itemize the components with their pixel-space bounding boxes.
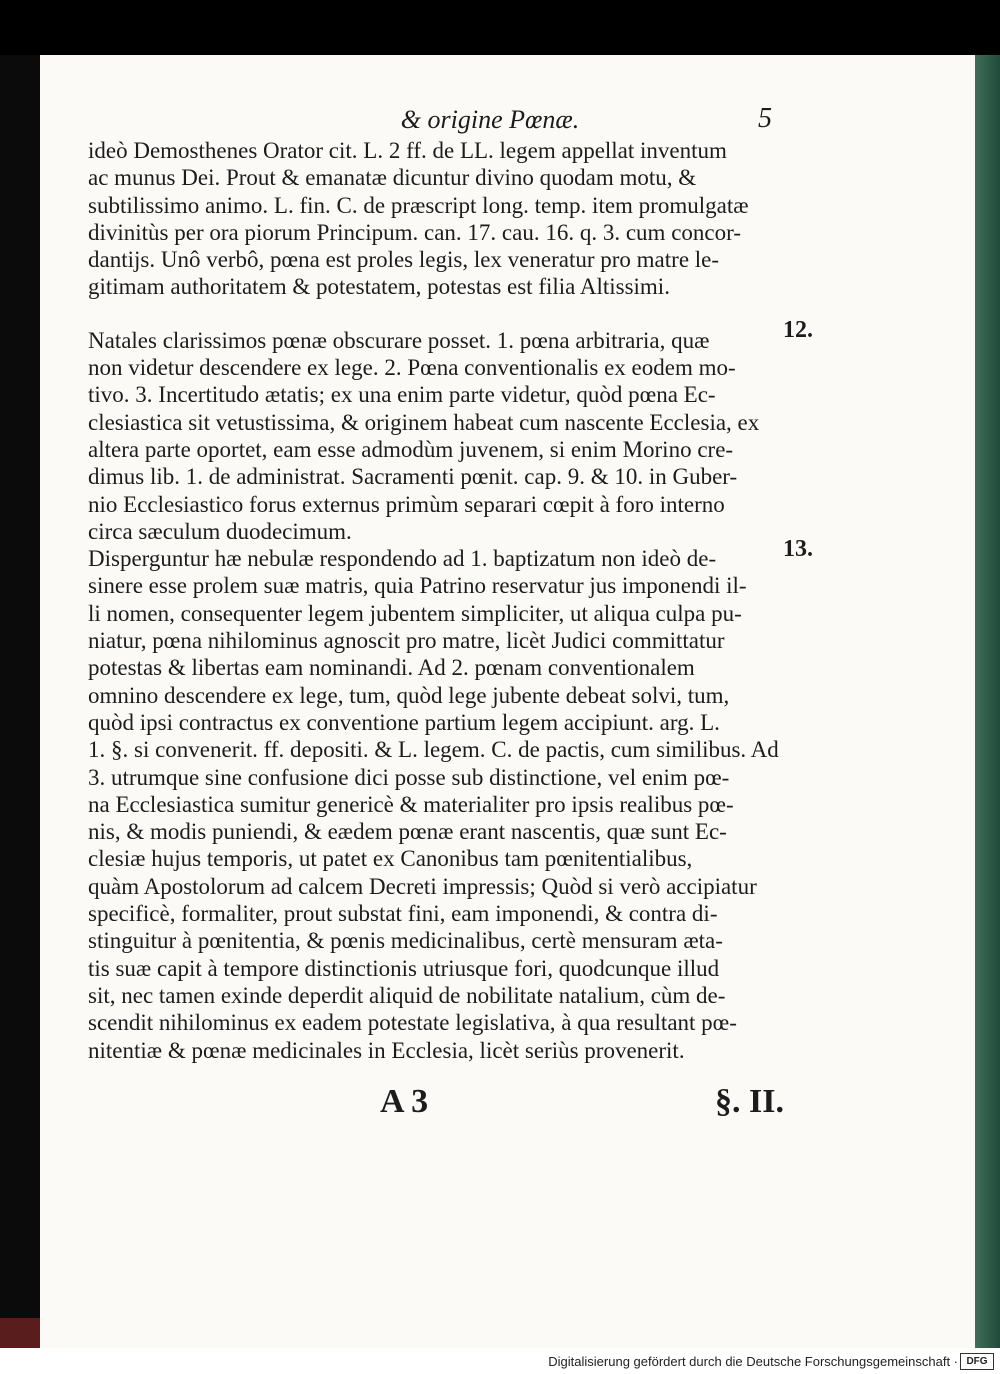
text-line: subtilissimo animo. L. fin. C. de præscript long. temp. item promulgatæ <box>88 192 749 218</box>
text-line: circa sæculum duodecimum. <box>88 518 352 544</box>
footer-credit: Digitalisierung gefördert durch die Deutsche Forschungsgemeinschaft · <box>548 1354 958 1369</box>
text-line: potestas & libertas eam nominandi. Ad 2. pœnam conventionalem <box>88 655 695 681</box>
text-line: quàm Apostolorum ad calcem Decreti impressis; Quòd si verò accipiatur <box>88 873 757 899</box>
catchword: §. II. <box>715 1083 784 1120</box>
text-line: specificè, formaliter, prout substat fini, eam imponendi, & contra di- <box>88 901 718 927</box>
page-edge <box>975 55 1000 1348</box>
text-line: stinguitur à pœnitentia, & pœnis medicinalibus, certè mensuram æta- <box>88 928 723 954</box>
text-line: divinitùs per ora piorum Principum. can. 17. cau. 16. q. 3. cum concor- <box>88 219 741 245</box>
text-line: clesiæ hujus temporis, ut patet ex Canonibus tam pœnitentialibus, <box>88 846 693 872</box>
margin-note-13: 13. <box>783 536 813 562</box>
text-line: dimus lib. 1. de administrat. Sacramenti pœnit. cap. 9. & 10. in Guber- <box>88 464 738 490</box>
text-line: non videtur descendere ex lege. 2. Pœna conventionalis ex eodem mo- <box>88 355 736 381</box>
running-title: & origine Pœnæ. <box>400 105 580 134</box>
text-line: niatur, pœna nihilominus agnoscit pro matre, licèt Judici committatur <box>88 628 725 654</box>
text-line: ideò Demosthenes Orator cit. L. 2 ff. de LL. legem appellat inventum <box>88 138 727 163</box>
text-line: li nomen, consequenter legem jubentem simpliciter, ut aliqua culpa pu- <box>88 600 742 626</box>
text-line: ac munus Dei. Prout & emanatæ dicuntur divino quodam motu, & <box>88 165 697 191</box>
text-line: sinere esse prolem suæ matris, quia Patrino reservatur jus imponendi il- <box>88 573 747 599</box>
text-line: nis, & modis puniendi, & eædem pœnæ erant nascentis, quæ sunt Ec- <box>88 819 727 845</box>
book-spine <box>0 55 40 1348</box>
text-line: gitimam authoritatem & potestatem, potestas est filia Altissimi. <box>88 274 670 300</box>
text-line: omnino descendere ex lege, tum, quòd lege jubente debeat solvi, tum, <box>88 682 730 708</box>
text-line: dantijs. Unô verbô, pœna est proles legis, lex veneratur pro matre le- <box>88 247 720 273</box>
text-line: tivo. 3. Incertitudo ætatis; ex una enim parte videtur, quòd pœna Ec- <box>88 382 716 408</box>
text-line: scendit nihilominus ex eadem potestate legislativa, à qua resultant pœ- <box>88 1010 737 1036</box>
page-number: 5 <box>758 103 772 134</box>
signature-mark: A 3 <box>380 1083 429 1120</box>
body-text <box>88 137 803 1064</box>
text-line: 3. utrumque sine confusione dici posse sub distinctione, vel enim pœ- <box>88 764 730 790</box>
dfg-logo-icon: DFG <box>960 1353 994 1370</box>
margin-note-12: 12. <box>783 317 813 343</box>
binding-edge <box>0 1318 40 1348</box>
text-line: nio Ecclesiastico forus externus primùm separari cœpit à foro interno <box>88 491 725 517</box>
document-page <box>40 55 975 1348</box>
footer-bar <box>0 1348 1000 1374</box>
text-line: quòd ipsi contractus ex conventione partium legem accipiunt. arg. L. <box>88 709 720 735</box>
text-line: nitentiæ & pœnæ medicinales in Ecclesia, licèt seriùs provenerit. <box>88 1037 685 1063</box>
text-line: Natales clarissimos pœnæ obscurare posset. 1. pœna arbitraria, quæ <box>88 327 710 353</box>
text-line: tis suæ capit à tempore distinctionis utriusque fori, quodcunque illud <box>88 955 720 981</box>
text-line: Disperguntur hæ nebulæ respondendo ad 1. baptizatum non ideò de- <box>88 546 717 572</box>
text-line: 1. §. si convenerit. ff. depositi. & L. legem. C. de pactis, cum similibus. Ad <box>88 737 779 763</box>
text-line: na Ecclesiastica sumitur genericè & materialiter pro ipsis realibus pœ- <box>88 791 734 817</box>
paragraph-gap <box>88 301 803 327</box>
text-line: clesiastica sit vetustissima, & originem habeat cum nascente Ecclesia, ex <box>88 409 760 435</box>
text-line: sit, nec tamen exinde deperdit aliquid de nobilitate natalium, cùm de- <box>88 982 726 1008</box>
text-line: altera parte oportet, eam esse admodùm juvenem, si enim Morino cre- <box>88 436 734 462</box>
